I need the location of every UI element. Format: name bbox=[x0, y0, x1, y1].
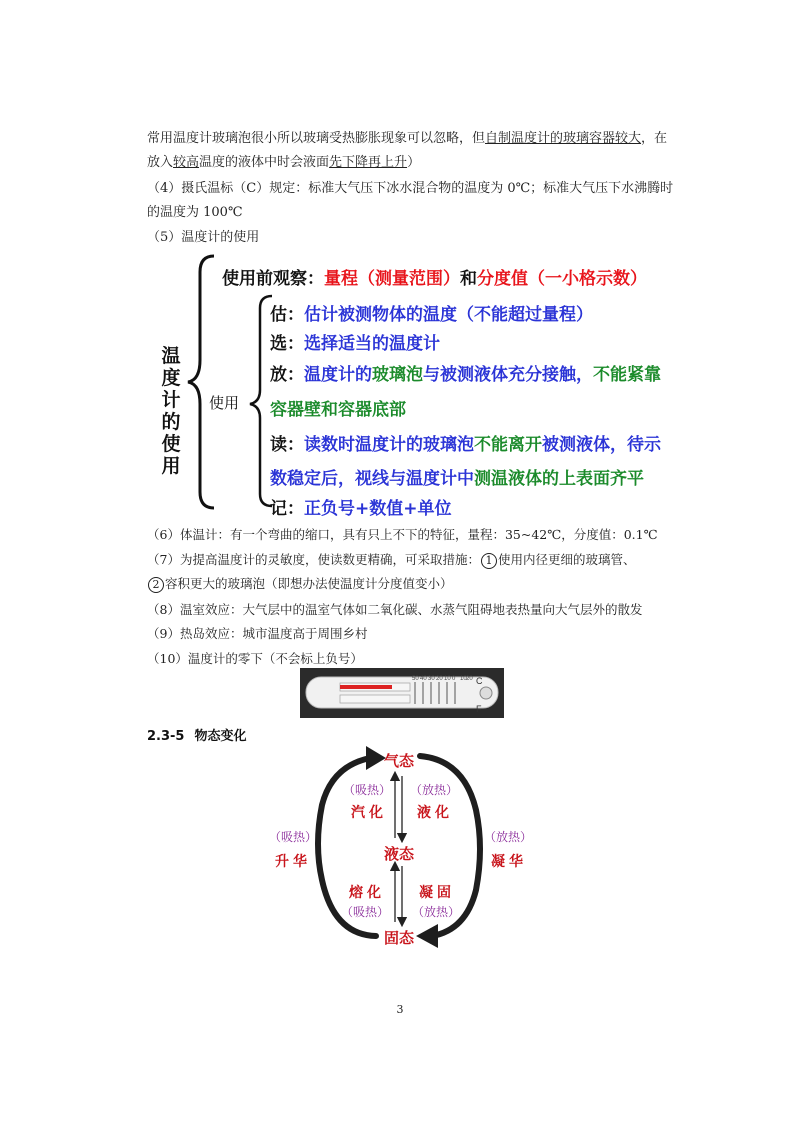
step-key: 读： bbox=[270, 435, 304, 455]
deposit-heat-label: （放热） bbox=[484, 830, 533, 844]
scale-label-c: C bbox=[476, 676, 483, 686]
text-segment: 温度的液体中时会液面 bbox=[199, 155, 330, 170]
scale-value: 40 bbox=[420, 676, 427, 682]
item-4-line-2: 的温度为 100℃ bbox=[147, 205, 243, 220]
liquefy-label: 液化 bbox=[417, 805, 453, 821]
title-char: 度 bbox=[161, 367, 181, 389]
use-label: 使用 bbox=[209, 394, 240, 412]
highlight-text: 不能紧靠 bbox=[593, 365, 661, 385]
item-5-heading: （5）温度计的使用 bbox=[147, 230, 260, 245]
title-char: 使 bbox=[161, 433, 181, 455]
highlight-text: 玻璃泡 bbox=[372, 365, 423, 385]
step-text: 正负号+数值+单位 bbox=[304, 499, 452, 519]
scale-value: 50 bbox=[412, 676, 419, 682]
deposit-label: 凝华 bbox=[491, 854, 527, 870]
step-text: 温度计的玻璃泡 bbox=[355, 435, 474, 455]
step-key: 估： bbox=[270, 305, 304, 325]
step-key: 选： bbox=[270, 334, 304, 354]
scale-value: 10 bbox=[460, 676, 467, 682]
text-segment: （7）为提高温度计的灵敏度，使读数更精确，可采取措施： bbox=[147, 552, 480, 567]
title-char: 用 bbox=[161, 455, 181, 477]
item-8: （8）温室效应：大气层中的温室气体如二氧化碳、水蒸气阻碍地表热量向大气层外的散发 bbox=[147, 602, 643, 617]
item-9: （9）热岛效应：城市温度高于周围乡村 bbox=[147, 626, 368, 641]
step-text: 估计被测物体的温度（不能超过量程） bbox=[304, 305, 593, 325]
scale-value: 20 bbox=[436, 676, 443, 682]
scale-value: 20 bbox=[466, 676, 473, 682]
melt-label: 熔化 bbox=[349, 885, 385, 901]
text-segment: 常用温度计玻璃泡很小所以玻璃受热膨胀现象可以忽略，但 bbox=[147, 131, 486, 146]
title-char: 的 bbox=[161, 411, 181, 433]
vaporize-heat-label: （吸热） bbox=[343, 783, 392, 797]
underlined-text: 较高 bbox=[173, 155, 200, 170]
title-char: 计 bbox=[161, 389, 181, 411]
page-number: 3 bbox=[396, 1003, 404, 1016]
division-text: 分度值（一小格示数） bbox=[477, 269, 647, 289]
arrowhead-sublimation bbox=[366, 746, 386, 770]
scale-value: 30 bbox=[428, 676, 435, 682]
title-char: 温 bbox=[161, 345, 181, 367]
text-segment: ） bbox=[407, 155, 421, 170]
step-text: 温度计的 bbox=[304, 365, 372, 385]
item-10: （10）温度计的零下（不会标上负号） bbox=[147, 651, 363, 666]
before-use-label: 使用前观察： bbox=[222, 269, 324, 289]
step-text: 与被测液体充分接触， bbox=[423, 365, 593, 385]
text-segment: 使用内径更细的玻璃管、 bbox=[497, 552, 636, 567]
highlight-text: 测温液体的上表面齐平 bbox=[474, 469, 644, 489]
step-text: 被测液体，待示 bbox=[542, 435, 661, 455]
text-segment: 放入 bbox=[147, 155, 174, 170]
scale-value: 10 bbox=[444, 676, 451, 682]
circled-number: 1 bbox=[481, 553, 497, 569]
step-text: 选择适当的温度计 bbox=[304, 334, 440, 354]
scale-value: 0 bbox=[452, 676, 456, 682]
melt-heat-label: （吸热） bbox=[341, 905, 390, 919]
section-number: 2.3-5 bbox=[147, 729, 185, 744]
range-text: 量程（测量范围） bbox=[324, 269, 460, 289]
item-6: （6）体温计：有一个弯曲的缩口，具有只上不下的特征，量程：35~42℃，分度值：0.1℃ bbox=[147, 527, 658, 542]
and-text: 和 bbox=[460, 269, 477, 289]
underlined-text: 自制温度计的玻璃容器较大 bbox=[485, 131, 642, 146]
highlight-text: 不能离开 bbox=[474, 435, 542, 455]
circled-number: 2 bbox=[148, 577, 164, 593]
vaporize-label: 汽化 bbox=[351, 805, 387, 821]
state-liquid: 液态 bbox=[384, 845, 415, 863]
step-text: 数稳定后，视线与温度计中 bbox=[270, 469, 474, 489]
freeze-heat-label: （放热） bbox=[412, 905, 461, 919]
step-text: 读数时 bbox=[304, 435, 355, 455]
state-gas: 气态 bbox=[384, 752, 415, 770]
state-solid: 固态 bbox=[384, 929, 415, 947]
section-title: 物态变化 bbox=[194, 729, 247, 744]
underlined-text: 先下降再上升 bbox=[329, 155, 408, 170]
liquefy-heat-label: （放热） bbox=[410, 783, 459, 797]
text-segment: ，在 bbox=[641, 131, 668, 146]
arrowhead-deposition bbox=[416, 924, 438, 948]
sublimate-heat-label: （吸热） bbox=[269, 830, 318, 844]
step-key: 记： bbox=[270, 499, 304, 519]
text-segment: 容积更大的玻璃泡（即想办法使温度计分度值变小） bbox=[165, 576, 453, 591]
freeze-label: 凝固 bbox=[419, 885, 455, 901]
place-step-line-2: 容器壁和容器底部 bbox=[270, 400, 406, 420]
item-4-line-1: （4）摄氏温标（C）规定：标准大气压下冰水混合物的温度为 0℃；标准大气压下水沸腾时 bbox=[147, 181, 674, 196]
scale-label-f: F bbox=[476, 704, 482, 714]
step-key: 放： bbox=[270, 365, 304, 385]
sublimate-label: 升华 bbox=[275, 854, 311, 870]
